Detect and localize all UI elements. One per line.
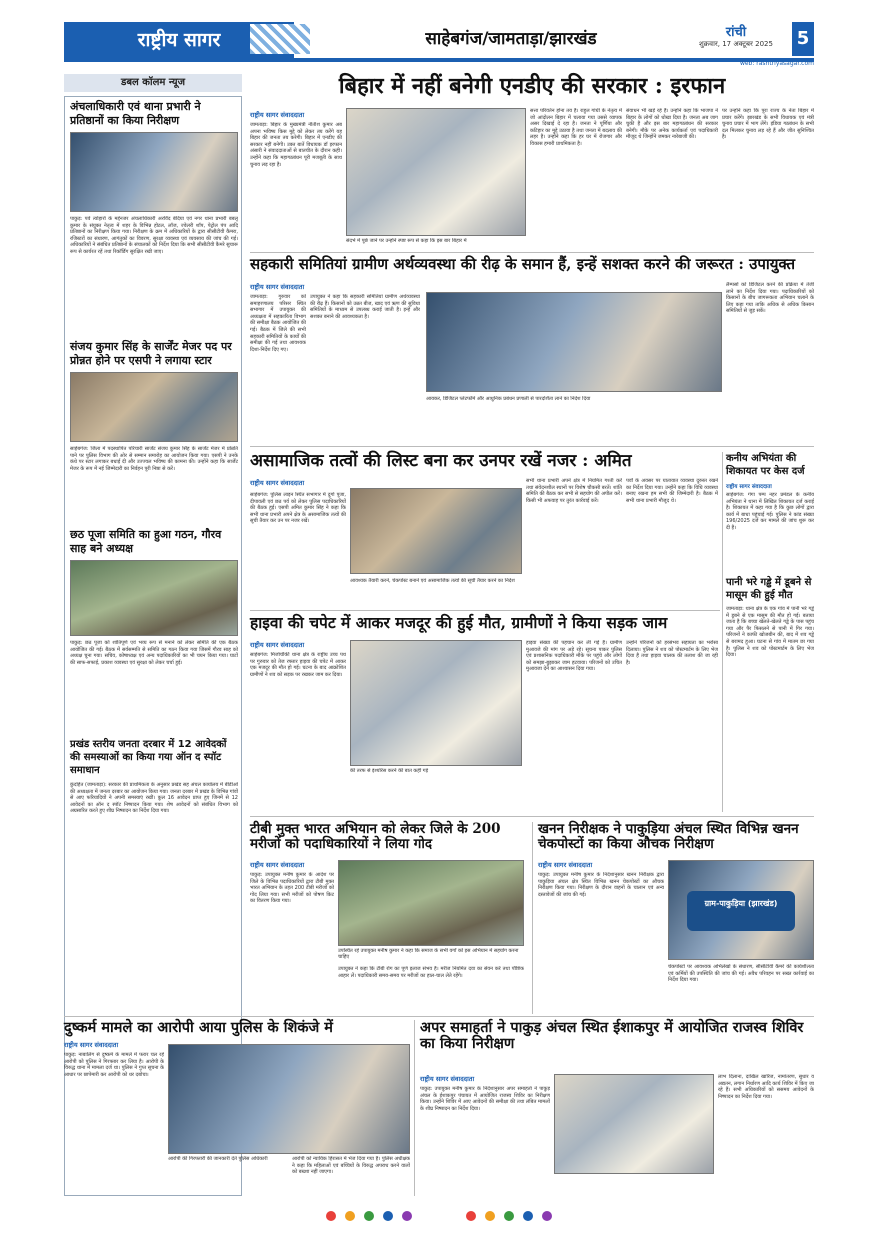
coop-byline: राष्ट्रीय सागर संवाददाता — [250, 283, 305, 291]
bottom-2-photo — [554, 1074, 714, 1174]
hywa-body-1: साहेबगंज: मिर्जाचौकी थाना क्षेत्र के राष्ट्रीय उच्च पथ पर गुरुवार को तेज रफ्तार हाइवा की चपेट में आकर एक मजदूर की मौत हो गई। घटना के बाद आक्रोशित ग्रामीणों ने शव को सड़क पर रखकर जाम कर दिया। — [250, 652, 346, 678]
divider — [250, 610, 720, 611]
hywa-body-3: उन्होंने परिजनों को हरसंभव सहायता का भरोसा दिलाया। पुलिस ने शव को पोस्टमार्टम के लिए भेज दिया है तथा हाइवा चालक की तलाश की जा रही है। — [626, 640, 718, 666]
bottom-2-body: पाकुड़: उपायुक्त मनीष कुमार के निर्देशानुसार अपर समाहर्ता ने पाकुड़ अंचल के ईशाकपुर पंचायत में आयोजित राजस्व शिविर का निरीक्षण किया। उन्होंने शिविर में आए आवेदनों की समीक्षा की तथा लंबित मामलों के शीघ्र निष्पादन का निर्देश दिया। — [420, 1086, 550, 1112]
hywa-caption: की तरफ से इंश्योरेंस करने की बात कही गई — [350, 768, 429, 774]
section-label: डबल कॉलम न्यूज — [64, 74, 242, 92]
kp-headline: कनीय अभियंता की शिकायत पर केस दर्ज — [726, 453, 805, 477]
footer-dot — [504, 1211, 514, 1221]
hywa-byline: राष्ट्रीय सागर संवाददाता — [250, 641, 305, 649]
drown-body: जामताड़ा: थाना क्षेत्र के एक गांव में पानी भरे गड्ढे में डूबने से एक मासूम की मौत हो गई। बताया जाता है कि बच्चा खेलते-खेलते गड्ढे के पास पहुंच गया और पैर फिसलने से पानी में गिर गया। परिजनों ने काफी खोजबीन की, बाद में शव गड्ढे से बरामद हुआ। घटना से गांव में मातम छा गया है। पुलिस ने शव को पोस्टमार्टम के लिए भेज दिया। — [726, 606, 814, 659]
mine-headline: खनन निरीक्षक ने पाकुड़िया अंचल स्थित विभिन्न खनन चेकपोस्टों का किया औचक निरीक्षण — [538, 821, 799, 853]
drown-headline: पानी भरे गड्ढे में डूबने से मासूम की हुई मौत — [726, 577, 812, 601]
divider — [414, 1020, 415, 1196]
hywa-headline: हाइवा की चपेट में आकर मजदूर की हुई मौत, ग्रामीणों ने किया सड़क जाम — [250, 613, 668, 632]
top-body-1: जामताड़ा: बिहार के मुख्यमंत्री नीतीश कुमार अब अपना भविष्य किस मुद्दे को लेकर तय करेंगे यह बिहार की जनता तय करेगी। बिहार में एनडीए की सरकार नहीं बनेगी। उक्त बातें विधायक डॉ इरफान अंसारी ने संवाददाताओं से बातचीत के दौरान कही। उन्होंने कहा कि महागठबंधन पूरी मजबूती के साथ चुनाव लड़ रहा है। — [250, 122, 342, 168]
tb-body-2: उपायुक्त ने कहा कि टीबी रोग का पूर्ण इलाज संभव है। मरीज नियमित दवा का सेवन करें तथा पौष्टिक आहार लें। पदाधिकारी समय-समय पर मरीजों का हाल-चाल लेते रहेंगे। — [338, 966, 524, 979]
left-s3-headline: छठ पूजा समिति का हुआ गठन, गौरव साह बने अध्यक्ष — [70, 528, 222, 555]
coop-photo — [426, 292, 722, 392]
kp-body: साहेबगंज: गंगा पम्प नहर प्रमंडल के कनीय अभियंता ने थाना में लिखित शिकायत दर्ज कराई है। शिकायत में कहा गया है कि कुछ लोगों द्वारा कार्य में बाधा पहुंचाई गई। पुलिस ने कांड संख्या 196/2025 दर्ज कर मामले की जांच शुरू कर दी है। — [726, 492, 814, 531]
divider — [250, 816, 814, 817]
mine-body-1: पाकुड़: उपायुक्त मनीष कुमार के निर्देशानुसार खनन निरीक्षक द्वारा पाकुड़िया अंचल क्षेत्र स्थित विभिन्न खनन चेकपोस्टों का औचक निरीक्षण किया गया। निरीक्षण के दौरान वाहनों के चालान एवं अन्य दस्तावेजों की जांच की गई। — [538, 872, 664, 898]
kp-byline: राष्ट्रीय सागर संवाददाता — [726, 484, 772, 490]
tb-photo — [338, 860, 524, 946]
coop-caption: आयकर, डिजिटल प्लेटफॉर्म और आधुनिक प्रबंधन प्रणाली से पारदर्शिता लाने का निर्देश दिया — [426, 396, 591, 402]
hywa-photo — [350, 640, 522, 766]
mine-body-2: चेकपोस्टों पर आवश्यक अभिलेखों के संधारण, सीसीटीवी कैमरे की कार्यशीलता एवं कर्मियों की उपस्थिति की जांच की गई। अवैध परिवहन पर सख्त कार्रवाई का निर्देश दिया गया। — [668, 964, 814, 984]
amit-headline: असामाजिक तत्वों की लिस्ट बना कर उनपर रखें नजर : अमित — [250, 451, 632, 471]
footer-dot — [364, 1211, 374, 1221]
amit-photo — [350, 488, 522, 574]
left-s3-photo — [70, 560, 238, 636]
divider — [64, 1016, 814, 1017]
footer-dot — [466, 1211, 476, 1221]
left-s2-photo — [70, 372, 238, 442]
coop-body-1: जामताड़ा: गुरुवार को समाहरणालय परिसर स्थित सभागार में उपायुक्त की अध्यक्षता में सहकारिता विभाग की समीक्षा बैठक आयोजित की गई। बैठक में जिले की सभी सहकारी समितियों के कार्यों की समीक्षा की गई तथा आवश्यक दिशा-निर्देश दिए गए। — [250, 294, 306, 353]
top-body-4: पर उन्होंने कहा कि पूरा राज्य के नेता बिहार में प्रचार करेंगे। झारखंड के सभी विधायक एवं मंत्री चुनाव प्रचार में भाग लेंगे। इंडिया गठबंधन के सभी दल मिलकर चुनाव लड़ रहे हैं और जीत सुनिश्चित है। — [722, 108, 814, 141]
divider — [250, 252, 814, 253]
footer-dot — [345, 1211, 355, 1221]
page-number: 5 — [792, 22, 814, 56]
top-body-3: संवाधन भी खड़े रहे हैं। उन्होंने कहा कि भाजपा ने बिहार के लोगों को धोखा दिया है। जनता अब जाग चुकी है और इस बार महागठबंधन की सरकार बनेगी। मौके पर अनेक कार्यकर्ता एवं पदाधिकारी मौजूद थे जिन्होंने जमकर नारेबाजी की। — [626, 108, 718, 141]
masthead-region: साहेबगंज/जामताड़ा/झारखंड — [425, 29, 597, 49]
left-s2-headline: संजय कुमार सिंह के सार्जेंट मेजर पद पर प्रोन्नत होने पर एसपी ने लगाया स्टार — [70, 340, 232, 367]
amit-body-1: साहेबगंज: पुलिस लाइन स्थित सभागार में दुर्गा पूजा, दीपावली एवं छठ पर्व को लेकर पुलिस पदाधिकारियों की बैठक हुई। एसपी अमित कुमार सिंह ने कहा कि सभी थाना प्रभारी अपने क्षेत्र के असामाजिक तत्वों की सूची तैयार कर उन पर नजर रखें। — [250, 492, 346, 525]
amit-body-2: सभी थाना प्रभारी अपने क्षेत्र में नियमित गश्ती करें तथा संवेदनशील स्थानों पर विशेष चौकसी बरतें। शांति समिति की बैठक कर सभी से सहयोग की अपील करें। किसी भी अफवाह पर तुरंत कार्रवाई करें। — [526, 478, 622, 504]
footer-dot — [402, 1211, 412, 1221]
footer-dot — [383, 1211, 393, 1221]
amit-body-3: पर्वों के अवसर पर यातायात व्यवस्था दुरुस्त रखने का निर्देश दिया गया। उन्होंने कहा कि विधि व्यवस्था बनाए रखना हम सभी की जिम्मेदारी है। बैठक में सभी थाना प्रभारी मौजूद थे। — [626, 478, 718, 504]
bottom-1-byline: राष्ट्रीय सागर संवाददाता — [64, 1041, 119, 1049]
tb-headline: टीबी मुक्त भारत अभियान को लेकर जिले के 200 मरीजों को पदाधिकारियों ने लिया गोद — [250, 821, 501, 853]
footer-dot — [326, 1211, 336, 1221]
footer-dot — [542, 1211, 552, 1221]
footer-dot — [485, 1211, 495, 1221]
tb-byline: राष्ट्रीय सागर संवाददाता — [250, 861, 305, 869]
masthead-city: रांची — [725, 25, 747, 40]
footer-dots — [64, 1206, 814, 1224]
amit-caption: आवश्यक तैयारी करने, चेकपोस्ट बनाने एवं असामाजिक तत्वों की सूची तैयार करने का निर्देश — [350, 578, 515, 584]
footer-dot — [523, 1211, 533, 1221]
bottom-1-caption: आरोपी की गिरफ्तारी की जानकारी देते पुलिस अधिकारी — [168, 1156, 268, 1162]
top-caption: संदर्भ में पूछे जाने पर उन्होंने स्पष्ट रूप से कहा कि इस बार बिहार में — [346, 238, 467, 244]
left-s4-body: कुंदहित (जामताड़ा): सरकार की प्राथमिकता के अनुसार प्रखंड सह अंचल कार्यालय में बीडीओ की अध्यक्षता में जनता दरबार का आयोजन किया गया। जनता दरबार में प्रखंड के विभिन्न गांवों से आए फरियादियों ने अपनी समस्याएं रखीं। कुल 16 आवेदन प्राप्त हुए जिनमें से 12 आवेदनों का ऑन द स्पॉट निष्पादन किया गया। शेष आवेदनों को संबंधित विभाग को अग्रसारित करते हुए शीघ्र निष्पादन का निर्देश दिया गया। — [70, 782, 238, 815]
divider — [722, 452, 723, 812]
website[interactable]: web: rashtriyasagar.com — [739, 60, 814, 67]
masthead-decoration — [250, 24, 310, 54]
hywa-body-2: हाइवा संख्या की पहचान कर ली गई है। ग्रामीण मुआवजे की मांग पर अड़े रहे। सूचना पाकर पुलिस एवं प्रशासनिक पदाधिकारी मौके पर पहुंचे और लोगों को समझा-बुझाकर जाम हटवाया। परिजनों को उचित मुआवजा देने का आश्वासन दिया गया। — [526, 640, 622, 673]
amit-byline: राष्ट्रीय सागर संवाददाता — [250, 479, 305, 487]
left-s1-photo — [70, 132, 238, 212]
bottom-1-headline: दुष्कर्म मामले का आरोपी आया पुलिस के शिकंजे में — [64, 1019, 333, 1036]
top-photo — [346, 108, 526, 236]
checkpost-sign: ग्राम-पाकुड़िया (झारखंड) — [687, 891, 795, 931]
coop-body-2: उपायुक्त ने कहा कि सहकारी समितियां ग्रामीण अर्थव्यवस्था की रीढ़ हैं। किसानों को उन्नत बीज, खाद एवं ऋण की सुविधा समितियों के माध्यम से उपलब्ध कराई जाती है। इन्हें और सशक्त बनाने की आवश्यकता है। — [310, 294, 420, 320]
bottom-1-body: पाकुड़: नाबालिग से दुष्कर्म के मामले में फरार चल रहे आरोपी को पुलिस ने गिरफ्तार कर लिया है। आरोपी के विरुद्ध थाना में मामला दर्ज था। पुलिस ने गुप्त सूचना के आधार पर छापेमारी कर आरोपी को धर दबोचा। — [64, 1052, 164, 1078]
top-headline: बिहार में नहीं बनेगी एनडीए की सरकार : इरफान — [338, 73, 726, 99]
left-s4-headline: प्रखंड स्तरीय जनता दरबार में 12 आवेदकों की समस्याओं का किया गया ऑन द स्पॉट समाधान — [70, 739, 227, 776]
left-s1-body: पाकुड़: पर्व त्योहारों के मद्देनजर अंचलाधिकारी अरविंद बेदिया एवं नगर थाना प्रभारी बबलू कुमार के संयुक्त नेतृत्व में शहर के विभिन्न होटल, लॉज, ज्वेलरी शॉप, पेट्रोल पंप आदि प्रतिष्ठानों का निरीक्षण किया गया। निरीक्षण के क्रम में अधिकारियों के द्वारा सीसीटीवी कैमरा, रजिस्टरों का संधारण, आगंतुकों का विवरण, सुरक्षा व्यवस्था एवं व्यवसाय की जांच की गई। अधिकारियों ने संबंधित प्रतिष्ठानों के संचालकों को निर्देश दिया कि सभी सीसीटीवी कैमरे सुचारू रूप से कार्यरत रहें तथा रिकॉर्डिंग सुरक्षित रखी जाए। — [70, 216, 238, 255]
bottom-1-photo — [168, 1044, 410, 1154]
top-body-2: सत्ता परिवर्तन होना तय है। राहुल गांधी के नेतृत्व में जो आंदोलन बिहार में चलाया गया उससे व्यापक असर दिखाई दे रहा है। जनता ने पूर्णिया और कटिहार का मुद्दे उठाया है तथा जनता में बदलाव की लहर है। उन्होंने कहा कि हर घर में रोजगार और विकास हमारी प्राथमिकता है। — [530, 108, 622, 147]
left-s3-body: पाकुड़: छठ पूजा को शांतिपूर्ण एवं भव्य रूप से मनाने को लेकर समिति की एक बैठक आयोजित की गई। बैठक में सर्वसम्मति से समिति का गठन किया गया जिसमें गौरव साह को अध्यक्ष चुना गया। सचिव, कोषाध्यक्ष एवं अन्य पदाधिकारियों का भी चयन किया गया। घाटों की साफ-सफाई, प्रकाश व्यवस्था एवं सुरक्षा को लेकर चर्चा हुई। — [70, 640, 238, 666]
bottom-2-body-b: लाभ दिलाना, दाखिल खारिज, नामांतरण, सुधार व अद्यतन, लगान निर्धारण आदि कार्य शिविर में किए जा रहे हैं। सभी अधिकारियों को ससमय आवेदनों के निष्पादन का निर्देश दिया गया। — [718, 1074, 814, 1100]
tb-caption: उपस्थित रहे उपायुक्त मनीष कुमार ने कहा कि समाज के सभी वर्गों को इस अभियान में सहयोग करना चाहिए — [338, 948, 519, 960]
left-s1-headline: अंचलाधिकारी एवं थाना प्रभारी ने प्रतिष्ठानों का किया निरीक्षण — [70, 100, 201, 127]
coop-headline: सहकारी समितियां ग्रामीण अर्थव्यवस्था की रीढ़ के समान हैं, इन्हें सशक्त करने की जरूरत : उपायुक्त — [250, 255, 796, 273]
bottom-1-body-b: आरोपी को न्यायिक हिरासत में भेज दिया गया है। पुलिस अधीक्षक ने कहा कि महिलाओं एवं बच्चियों के विरुद्ध अपराध करने वालों को बख्शा नहीं जाएगा। — [292, 1156, 410, 1176]
left-s2-body: साहेबगंज: जिला में पदस्थापित परिचारी सार्जेंट संजय कुमार सिंह के सार्जेंट मेजर में प्रोन्नति पाने पर पुलिस विभाग की ओर से सम्मान समारोह का आयोजन किया गया। एसपी ने उनके कंधे पर स्टार लगाकर बधाई दी और उज्ज्वल भविष्य की कामना की। उन्होंने कहा कि सार्जेंट मेजर के रूप में नई जिम्मेदारी का निर्वहन पूरी निष्ठा से करें। — [70, 446, 238, 472]
mine-byline: राष्ट्रीय सागर संवाददाता — [538, 861, 593, 869]
bottom-2-byline: राष्ट्रीय सागर संवाददाता — [420, 1075, 475, 1083]
bottom-2-headline: अपर समाहर्ता ने पाकुड़ अंचल स्थित ईशाकपुर में आयोजित राजस्व शिविर का किया निरीक्षण — [420, 1019, 804, 1053]
divider — [532, 822, 533, 1014]
mine-photo — [668, 860, 814, 960]
masthead-brand: राष्ट्रीय सागर — [64, 22, 294, 58]
top-byline: राष्ट्रीय सागर संवाददाता — [250, 111, 305, 119]
masthead-date: शुक्रवार, 17 अक्टूबर 2025 — [699, 40, 773, 48]
divider — [250, 446, 814, 447]
tb-body-1: पाकुड़: उपायुक्त मनीष कुमार के आदेश पर जिले के विभिन्न पदाधिकारियों द्वारा टीबी मुक्त भारत अभियान के तहत 200 टीबी मरीजों को गोद लिया गया। सभी मरीजों को पोषण किट का वितरण किया गया। — [250, 872, 334, 905]
coop-body-3: लैम्पसों को डिजिटल करने की प्रक्रिया में तेजी लाने का निर्देश दिया गया। पदाधिकारियों को किसानों के बीच जागरूकता अभियान चलाने के लिए कहा गया ताकि अधिक से अधिक किसान समितियों से जुड़ सकें। — [726, 282, 814, 315]
